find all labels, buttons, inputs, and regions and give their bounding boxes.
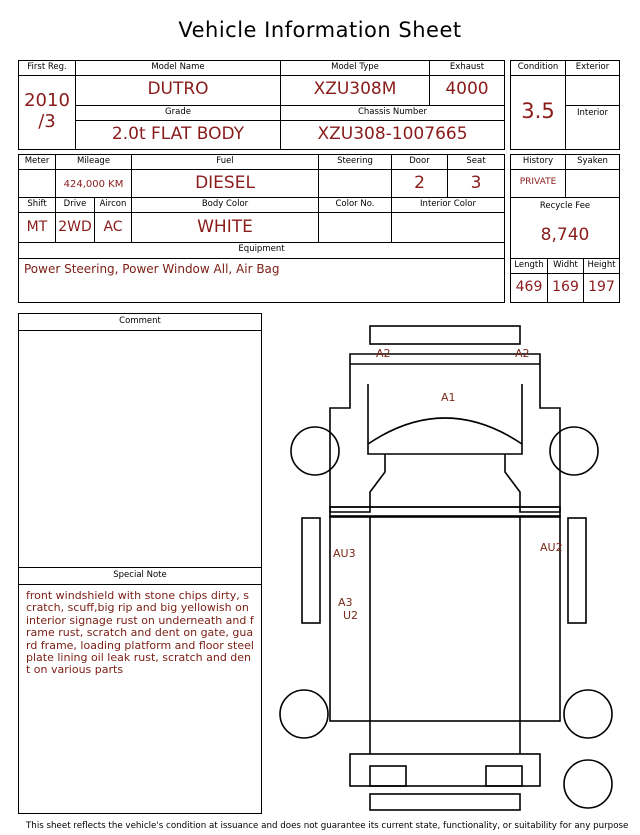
right-side-panel	[568, 518, 586, 623]
mileage-cell	[55, 154, 132, 198]
drive-cell	[55, 197, 95, 243]
shift-label: Shift	[19, 199, 55, 213]
cargo-bed-outline	[330, 516, 560, 721]
front-bumper-outline	[370, 326, 520, 344]
damage-label-u2: U2	[343, 609, 359, 622]
damage-label-a2-left: A2	[376, 347, 391, 360]
length-value: 469	[515, 279, 543, 295]
sheet-title: Vehicle Information Sheet	[178, 18, 462, 42]
equipment-cell	[18, 242, 505, 303]
length-cell	[510, 258, 548, 303]
first-reg-year: 2010	[24, 90, 70, 111]
fuel-label: Fuel	[132, 156, 318, 170]
damage-label-a2-right: A2	[515, 347, 530, 360]
condition-cell	[510, 60, 566, 150]
grade-label: Grade	[76, 107, 280, 121]
recycle-fee-value: 8,740	[540, 225, 590, 245]
chassis-cell	[280, 105, 505, 150]
door-value: 2	[414, 173, 425, 193]
interior-cell	[565, 105, 620, 150]
rear-left-wheel-1	[280, 690, 328, 738]
door-label: Door	[392, 156, 447, 170]
width-cell	[547, 258, 584, 303]
drive-value: 2WD	[58, 219, 92, 235]
first-reg-cell	[18, 60, 76, 150]
interior-color-cell	[391, 197, 505, 243]
exterior-label: Exterior	[566, 62, 619, 76]
comment-box	[18, 313, 262, 568]
height-label: Height	[584, 260, 619, 274]
body-color-value: WHITE	[197, 217, 253, 237]
disclaimer-footer: This sheet reflects the vehicle's condition at issuance and does not guarantee its current state, functionality, or suitability for any purpose	[26, 821, 629, 831]
width-label: Widht	[548, 260, 583, 274]
fuel-value: DIESEL	[195, 173, 255, 193]
seat-value: 3	[470, 173, 482, 193]
mileage-value: 424,000 KM	[63, 179, 124, 190]
windshield-outline	[368, 418, 522, 454]
fuel-cell	[131, 154, 319, 198]
equipment-value: Power Steering, Power Window All, Air Bag	[24, 262, 280, 276]
steering-cell	[318, 154, 392, 198]
recycle-fee-cell	[510, 197, 620, 259]
damage-label-au2: AU2	[540, 541, 563, 554]
condition-value: 3.5	[521, 99, 555, 123]
rear-left-light	[370, 766, 406, 786]
syaken-cell	[565, 154, 620, 198]
model-name-value: DUTRO	[147, 79, 209, 99]
rear-frame-outline	[350, 754, 540, 786]
model-type-cell	[280, 60, 430, 106]
interior-color-label: Interior Color	[392, 199, 504, 213]
height-cell	[583, 258, 620, 303]
history-cell	[510, 154, 566, 198]
exhaust-cell	[429, 60, 505, 106]
meter-cell	[18, 154, 56, 198]
rear-right-light	[486, 766, 522, 786]
meter-label: Meter	[19, 156, 55, 170]
chassis-label: Chassis Number	[281, 107, 504, 121]
special-note-box	[18, 567, 262, 814]
interior-label: Interior	[576, 108, 608, 118]
shift-value: MT	[26, 219, 48, 235]
steering-label: Steering	[319, 156, 391, 170]
model-type-value: XZU308M	[313, 79, 397, 99]
syaken-label: Syaken	[566, 156, 619, 170]
first-reg-month: /3	[38, 111, 56, 132]
special-note-text: front windshield with stone chips dirty, scratch, scuff,big rip and big yellowish on interior signage rust on underneath and frame rust, scratch and dent on gate, guard frame, loading platform and floor steel plate lining oil leak rust, scratch and dent on various parts	[26, 589, 254, 677]
door-cell	[391, 154, 448, 198]
exhaust-label: Exhaust	[430, 62, 504, 76]
first-reg-label: First Reg.	[19, 62, 75, 76]
length-label: Length	[511, 260, 547, 274]
grade-value: 2.0t FLAT BODY	[111, 124, 245, 144]
aircon-label: Aircon	[95, 199, 131, 213]
rear-right-wheel-1	[564, 690, 612, 738]
seat-cell	[447, 154, 505, 198]
chassis-value: XZU308-1007665	[317, 124, 468, 144]
grade-cell	[75, 105, 281, 150]
aircon-cell	[94, 197, 132, 243]
comment-label: Comment	[19, 316, 261, 331]
seat-label: Seat	[448, 156, 504, 170]
shift-cell	[18, 197, 56, 243]
exterior-cell	[565, 60, 620, 106]
front-right-wheel	[550, 427, 598, 475]
exhaust-value: 4000	[445, 79, 489, 99]
cab-right-side	[505, 384, 560, 512]
front-left-wheel	[291, 427, 339, 475]
left-side-panel	[302, 518, 320, 623]
height-value: 197	[588, 279, 615, 295]
color-no-label: Color No.	[319, 199, 391, 213]
color-no-cell	[318, 197, 392, 243]
model-type-label: Model Type	[281, 62, 429, 76]
width-value: 169	[552, 279, 579, 295]
condition-label: Condition	[511, 62, 565, 76]
special-note-label: Special Note	[19, 570, 261, 585]
damage-label-a3: A3	[338, 596, 353, 609]
model-name-label: Model Name	[76, 62, 280, 76]
damage-label-a1: A1	[441, 391, 456, 404]
mileage-label: Mileage	[56, 156, 131, 170]
body-color-label: Body Color	[132, 199, 318, 213]
rear-bumper-outline	[370, 794, 520, 810]
rear-right-wheel-2	[564, 760, 612, 808]
model-name-cell	[75, 60, 281, 106]
history-label: History	[511, 156, 565, 170]
history-value: PRIVATE	[519, 177, 557, 187]
aircon-value: AC	[103, 219, 123, 235]
drive-label: Drive	[56, 199, 94, 213]
recycle-fee-label: Recycle Fee	[539, 201, 591, 211]
damage-label-au3: AU3	[333, 547, 356, 560]
equipment-label: Equipment	[19, 244, 504, 259]
body-color-cell	[131, 197, 319, 243]
